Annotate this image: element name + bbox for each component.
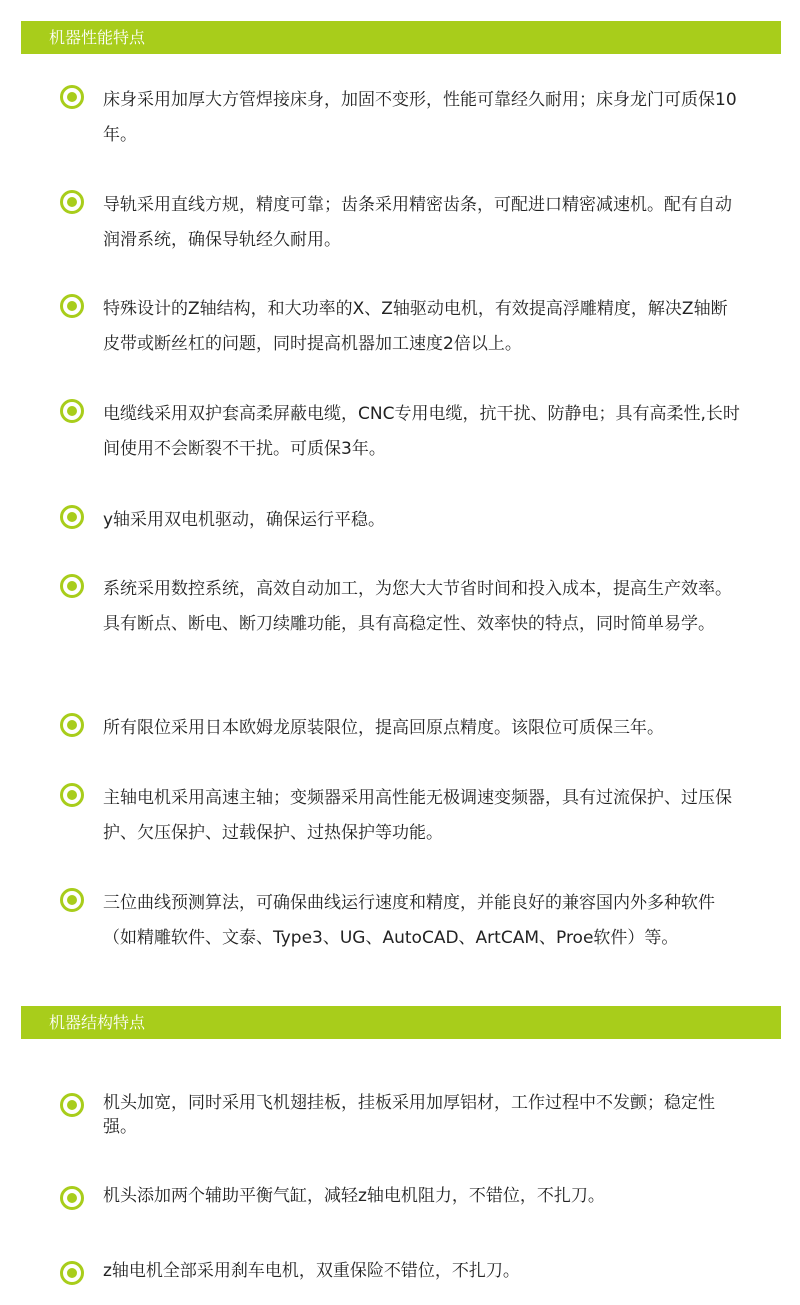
list-item [60, 83, 740, 153]
list-item [60, 1259, 740, 1283]
list-item [60, 292, 740, 362]
list-item [60, 1091, 740, 1139]
list-item [60, 711, 740, 746]
list-item-text: y轴采用双电机驱动，确保运行平稳。 [103, 510, 386, 530]
list-item-text: 电缆线采用双护套高柔屏蔽电缆，CNC专用电缆，抗干扰、防静电；具有高柔性,长时间使用不会断裂不干扰。可质保3年。 [103, 404, 740, 459]
list-item-text: 机头加宽，同时采用飞机翅挂板，挂板采用加厚铝材，工作过程中不发颤；稳定性强。 [103, 1093, 715, 1137]
section-header-structure: 机器结构特点 [21, 1006, 781, 1039]
list-item-text: 导轨采用直线方规，精度可靠；齿条采用精密齿条，可配进口精密减速机。配有自动润滑系统，确保导轨经久耐用。 [103, 195, 732, 250]
bullseye-bullet-icon [60, 505, 84, 529]
list-item-text: 床身采用加厚大方管焊接床身，加固不变形，性能可靠经久耐用；床身龙门可质保10年。 [103, 90, 737, 145]
bullseye-bullet-icon [60, 574, 84, 598]
list-item [60, 397, 740, 467]
bullseye-bullet-icon [60, 1093, 84, 1117]
list-item [60, 886, 740, 956]
list-item-text: 三位曲线预测算法，可确保曲线运行速度和精度，并能良好的兼容国内外多种软件（如精雕软件、文泰、Type3、UG、AutoCAD、ArtCAM、Proe软件）等。 [103, 893, 715, 948]
bullseye-bullet-icon [60, 399, 84, 423]
list-item [60, 781, 740, 851]
bullseye-bullet-icon [60, 713, 84, 737]
list-item [60, 572, 740, 642]
bullseye-bullet-icon [60, 783, 84, 807]
list-item-text: 系统采用数控系统，高效自动加工，为您大大节省时间和投入成本，提高生产效率。具有断点、断电、断刀续雕功能，具有高稳定性、效率快的特点，同时简单易学。 [103, 579, 732, 634]
bullseye-bullet-icon [60, 1261, 84, 1285]
list-item-text: 机头添加两个辅助平衡气缸，减轻z轴电机阻力，不错位，不扎刀。 [103, 1186, 605, 1206]
list-item [60, 1184, 740, 1208]
bullseye-bullet-icon [60, 1186, 84, 1210]
list-item [60, 503, 740, 538]
list-item-text: 主轴电机采用高速主轴；变频器采用高性能无极调速变频器，具有过流保护、过压保护、欠压保护、过载保护、过热保护等功能。 [103, 788, 732, 843]
bullseye-bullet-icon [60, 888, 84, 912]
list-item-text: z轴电机全部采用刹车电机，双重保险不错位，不扎刀。 [103, 1261, 520, 1281]
bullseye-bullet-icon [60, 190, 84, 214]
bullseye-bullet-icon [60, 294, 84, 318]
section-header-performance: 机器性能特点 [21, 21, 781, 54]
bullseye-bullet-icon [60, 85, 84, 109]
list-item [60, 188, 740, 258]
list-item-text: 特殊设计的Z轴结构，和大功率的X、Z轴驱动电机，有效提高浮雕精度，解决Z轴断皮带或断丝杠的问题，同时提高机器加工速度2倍以上。 [103, 299, 728, 354]
list-item-text: 所有限位采用日本欧姆龙原装限位，提高回原点精度。该限位可质保三年。 [103, 718, 664, 738]
